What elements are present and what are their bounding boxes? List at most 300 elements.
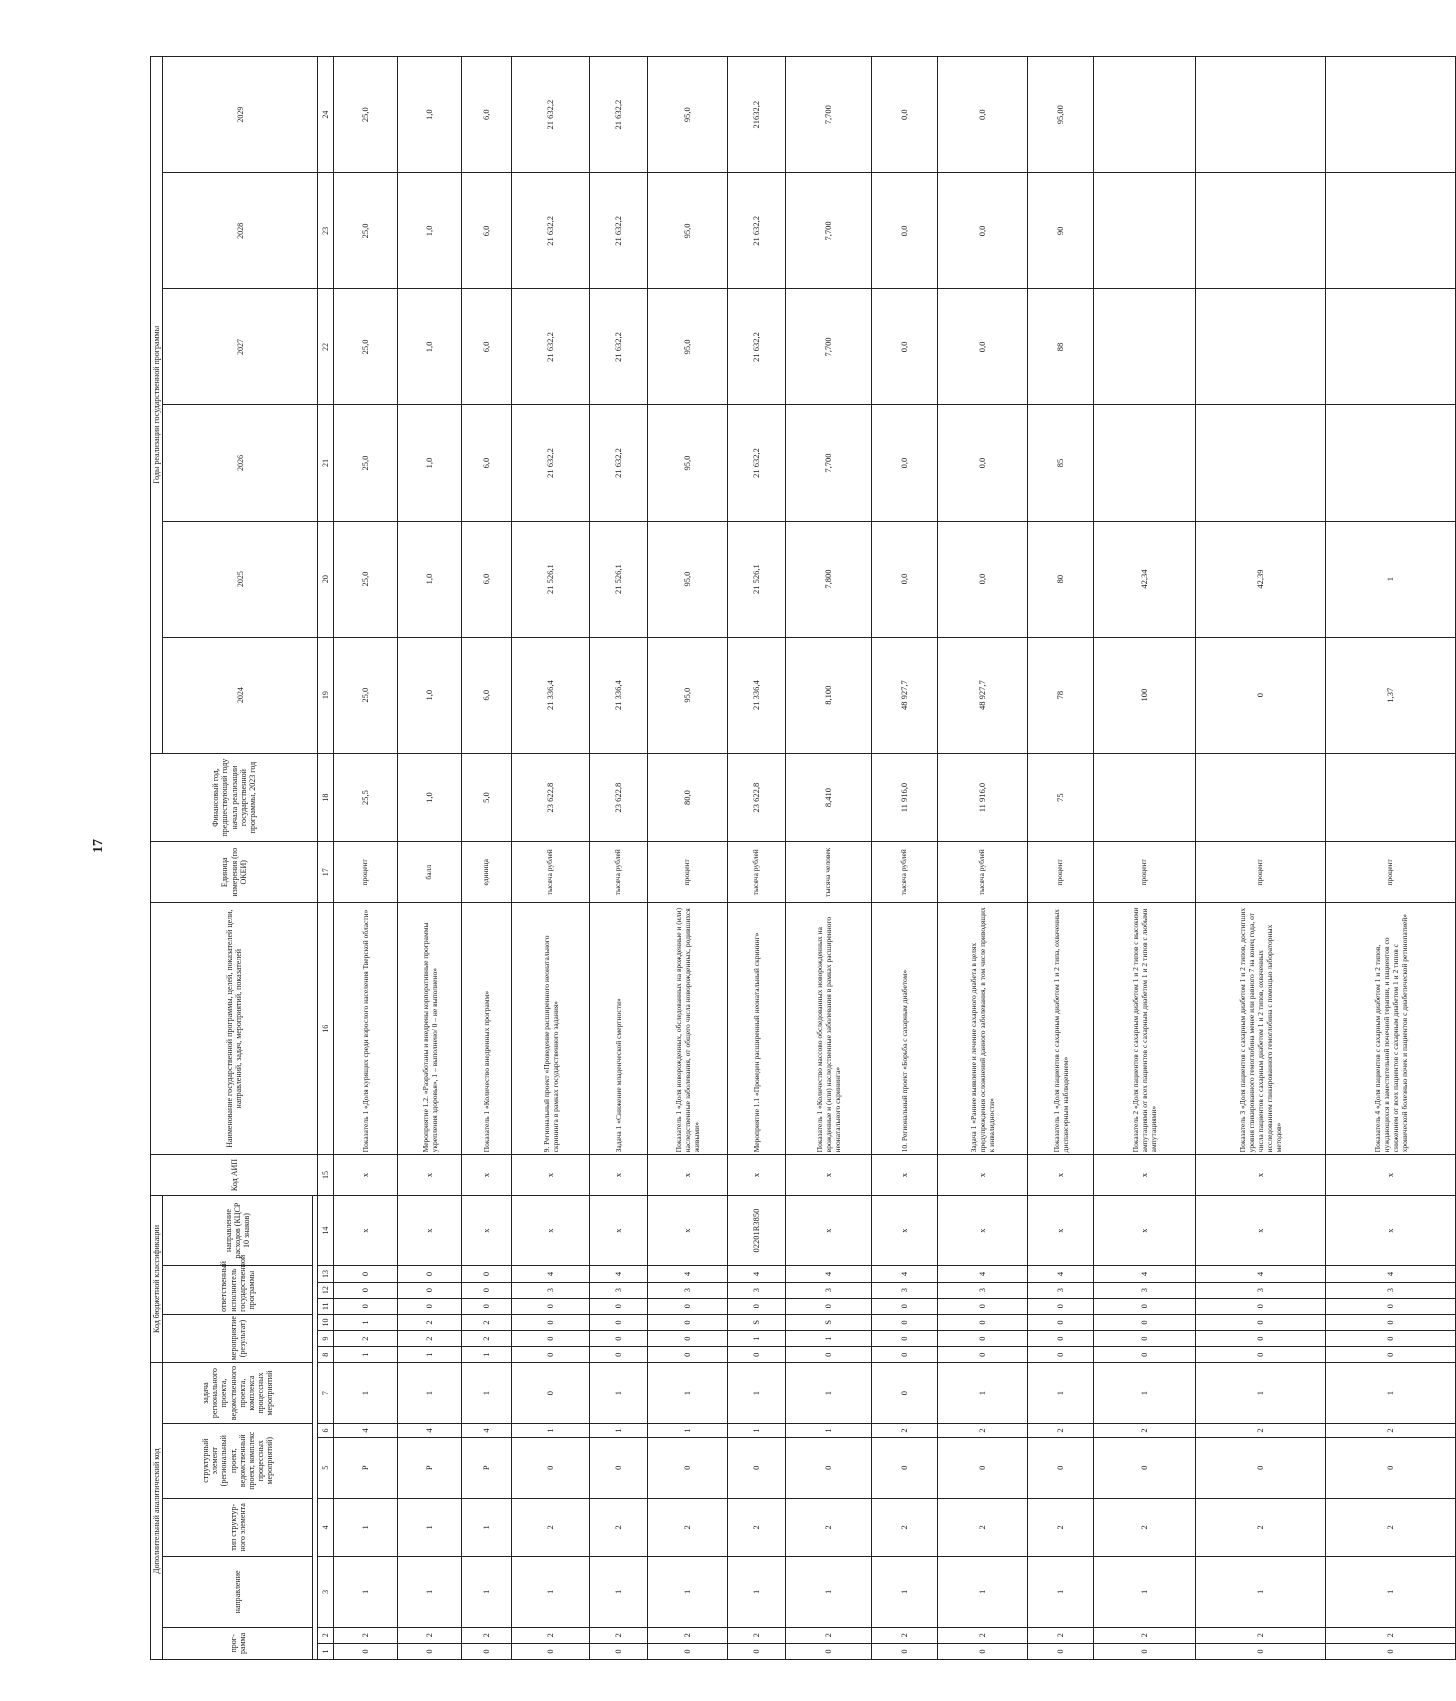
table-row <box>872 57 938 1660</box>
code-cell: 0 <box>398 1266 462 1282</box>
code-cell: 1 <box>462 1498 512 1557</box>
code-cell: 0 <box>648 1643 728 1659</box>
header-meropriyatie: мероприятие (результат) <box>163 1314 313 1362</box>
unit-cell: процент <box>1094 842 1196 903</box>
code-cell: 0 <box>334 1643 398 1659</box>
year-value: 6,0 <box>462 521 512 637</box>
code-cell: 2 <box>1196 1627 1326 1643</box>
code-cell: 0 <box>1326 1314 1456 1330</box>
code-cell: 0 <box>1326 1298 1456 1314</box>
header-tip: тип структур-ного элемента <box>163 1498 313 1557</box>
row-name: Показатель 2 «Доля пациентов с сахарным диабетом 1 и 2 типов с высокими ампутациями от всех пациентов с сахарным диабетом 1 и 2 типов с любыми ампутациями» <box>1094 903 1196 1155</box>
header-year-2025: 2025 <box>163 521 318 637</box>
base-year-value: 23 622,8 <box>512 753 590 842</box>
year-value: 21 632,2 <box>512 289 590 405</box>
code-cell: 0 <box>728 1438 786 1499</box>
code-cell: 4 <box>512 1266 590 1282</box>
year-value: 21 632,2 <box>590 57 648 173</box>
header-napr-rashodov: направление расходов (КЦСР 10 знаков) <box>163 1195 313 1266</box>
year-value: 78 <box>1028 637 1094 753</box>
year-value: 25,0 <box>334 173 398 289</box>
year-value <box>1094 289 1196 405</box>
code-cell: Р <box>462 1438 512 1499</box>
code-cell: 1 <box>512 1557 590 1628</box>
header-zadacha: задача регионального проекта, ведомственного проекта, комплекса процессных мероприятий <box>163 1363 313 1424</box>
year-value: 48 927,7 <box>872 637 938 753</box>
code-cell: 0 <box>872 1298 938 1314</box>
year-value: 8,100 <box>786 637 872 753</box>
code-cell: 2 <box>1028 1498 1094 1557</box>
code-cell: 0 <box>462 1643 512 1659</box>
column-number: 6 <box>318 1423 334 1437</box>
code-cell: 1 <box>1326 1363 1456 1424</box>
column-number: 18 <box>318 753 334 842</box>
code-cell: 2 <box>1094 1423 1196 1437</box>
code-cell: 2 <box>398 1331 462 1347</box>
code-cell: 4 <box>398 1423 462 1437</box>
year-value: 1,0 <box>398 405 462 521</box>
year-value: 25,0 <box>334 521 398 637</box>
unit-cell: тысяча рублей <box>512 842 590 903</box>
code-cell: 2 <box>872 1627 938 1643</box>
aip-cell: x <box>786 1155 872 1195</box>
code-cell: 1 <box>786 1363 872 1424</box>
code-cell: 0 <box>1196 1643 1326 1659</box>
code-cell: 0 <box>786 1298 872 1314</box>
year-value: 21 526,1 <box>590 521 648 637</box>
code-cell: 1 <box>334 1363 398 1424</box>
header-year-2026: 2026 <box>163 405 318 521</box>
year-value: 0,0 <box>938 289 1028 405</box>
code-cell: 0 <box>398 1643 462 1659</box>
column-numbers-row <box>318 57 334 1660</box>
code-cell: 2 <box>590 1627 648 1643</box>
unit-cell: тысяча человек <box>786 842 872 903</box>
year-value <box>1326 405 1456 521</box>
code-cell: 1 <box>1094 1557 1196 1628</box>
code-cell: 1 <box>1094 1363 1196 1424</box>
year-value: 0,0 <box>872 521 938 637</box>
code-cell: 0 <box>786 1438 872 1499</box>
code-cell: 1 <box>512 1423 590 1437</box>
unit-cell: тысяча рублей <box>938 842 1028 903</box>
year-value: 1,0 <box>398 521 462 637</box>
code-cell: 4 <box>1028 1266 1094 1282</box>
year-value: 90 <box>1028 173 1094 289</box>
year-value: 1,0 <box>398 57 462 173</box>
year-value: 88 <box>1028 289 1094 405</box>
column-number: 22 <box>318 289 334 405</box>
header-year-2028: 2028 <box>163 173 318 289</box>
aip-cell: x <box>1028 1155 1094 1195</box>
code-cell: 0 <box>1094 1643 1196 1659</box>
column-number: 12 <box>318 1282 334 1298</box>
code-cell: 0 <box>462 1266 512 1282</box>
code-cell: 4 <box>938 1266 1028 1282</box>
year-value: 7,700 <box>786 173 872 289</box>
aip-cell: x <box>1094 1155 1196 1195</box>
rotated-table-wrapper <box>150 55 1409 1660</box>
year-value <box>1196 173 1326 289</box>
code-cell: 0 <box>334 1298 398 1314</box>
table-row <box>1326 57 1456 1660</box>
kcsr-cell: x <box>648 1195 728 1266</box>
year-value: 21 632,2 <box>728 405 786 521</box>
year-value: 95,0 <box>648 637 728 753</box>
code-cell: 0 <box>398 1282 462 1298</box>
code-cell: 0 <box>648 1314 728 1330</box>
code-cell: 0 <box>872 1347 938 1363</box>
kcsr-cell: x <box>334 1195 398 1266</box>
column-number: 7 <box>318 1363 334 1424</box>
code-cell: 0 <box>938 1331 1028 1347</box>
year-value: 0,0 <box>872 405 938 521</box>
header-budget-code: Код бюджетной классификации <box>151 1195 163 1363</box>
year-value: 0,0 <box>872 289 938 405</box>
code-cell: 0 <box>512 1314 590 1330</box>
code-cell: 0 <box>1028 1347 1094 1363</box>
table-row <box>334 57 398 1660</box>
row-name: Показатель 4 «Доля пациентов с сахарным диабетом 1 и 2 типов, нуждающихся в заместительной почечной терапии, и пациентов со снижением от всех пациентов с сахарным диабетом 1 и 2 типов с хронической болезнью почек и пациентов с диабетической ретинопатией» <box>1326 903 1456 1155</box>
code-cell: 2 <box>590 1498 648 1557</box>
row-name: Мероприятие 1.2. «Разработаны и внедрены корпоративные программы укрепления здоровья», 1 – выполнено/ 0 – не выполнено» <box>398 903 462 1155</box>
code-cell: 1 <box>1028 1557 1094 1628</box>
code-cell: 1 <box>728 1331 786 1347</box>
code-cell: 1 <box>462 1347 512 1363</box>
code-cell: 0 <box>462 1298 512 1314</box>
code-cell: 1 <box>590 1423 648 1437</box>
code-cell: 1 <box>728 1557 786 1628</box>
aip-cell: x <box>398 1155 462 1195</box>
year-value: 95,0 <box>648 405 728 521</box>
base-year-value: 75 <box>1028 753 1094 842</box>
year-value: 6,0 <box>462 173 512 289</box>
code-cell: 1 <box>728 1363 786 1424</box>
code-cell: 0 <box>938 1438 1028 1499</box>
year-value: 95,0 <box>648 521 728 637</box>
code-cell: 4 <box>1196 1266 1326 1282</box>
code-cell: 0 <box>1326 1331 1456 1347</box>
code-cell: 0 <box>1094 1347 1196 1363</box>
year-value: 48 927,7 <box>938 637 1028 753</box>
kcsr-cell: x <box>590 1195 648 1266</box>
column-number: 14 <box>318 1195 334 1266</box>
year-value: 0,0 <box>938 521 1028 637</box>
code-cell: 4 <box>648 1266 728 1282</box>
code-cell: 1 <box>462 1363 512 1424</box>
code-cell: 4 <box>590 1266 648 1282</box>
code-cell: 2 <box>1196 1498 1326 1557</box>
code-cell: 0 <box>1326 1643 1456 1659</box>
year-value: 6,0 <box>462 405 512 521</box>
code-cell: 0 <box>1326 1438 1456 1499</box>
year-value: 21 632,2 <box>728 289 786 405</box>
year-value: 0,0 <box>938 405 1028 521</box>
row-name: Показатель 1 «Количество массово обследованных новорожденных на врожденные и (или) наследственные заболевания в рамках расширенного неонатального скрининга» <box>786 903 872 1155</box>
code-cell: 0 <box>648 1347 728 1363</box>
kcsr-cell: x <box>1094 1195 1196 1266</box>
code-cell: 2 <box>512 1627 590 1643</box>
column-number: 24 <box>318 57 334 173</box>
row-name: Показатель 1 «Доля новорожденных, обследованных на врожденные и (или) наследственные заболевания, от общего числа новорожденных, родившихся живыми» <box>648 903 728 1155</box>
header-aip-code: Код АИП <box>151 1155 318 1195</box>
kcsr-cell: x <box>872 1195 938 1266</box>
code-cell: 1 <box>462 1557 512 1628</box>
code-cell: 0 <box>1028 1438 1094 1499</box>
code-cell: 0 <box>872 1363 938 1424</box>
code-cell: 0 <box>872 1438 938 1499</box>
row-name: Задача 1 «Снижение младенческой смертности» <box>590 903 648 1155</box>
code-cell: 4 <box>786 1266 872 1282</box>
code-cell: 1 <box>334 1347 398 1363</box>
year-value: 1 <box>1326 521 1456 637</box>
code-cell: 0 <box>1094 1314 1196 1330</box>
code-cell: 0 <box>1196 1331 1326 1347</box>
year-value: 0,0 <box>938 173 1028 289</box>
code-cell: 2 <box>786 1627 872 1643</box>
year-value: 21 336,4 <box>728 637 786 753</box>
year-value: 7,700 <box>786 405 872 521</box>
code-cell: 0 <box>398 1298 462 1314</box>
code-cell: 1 <box>1196 1557 1326 1628</box>
aip-cell: x <box>648 1155 728 1195</box>
year-value: 25,0 <box>334 405 398 521</box>
table-row <box>1028 57 1094 1660</box>
code-cell: 2 <box>334 1627 398 1643</box>
year-value: 42,34 <box>1094 521 1196 637</box>
code-cell: 1 <box>1028 1363 1094 1424</box>
row-name: Показатель 1 «Доля пациентов с сахарным диабетом 1 и 2 типа, охваченных диспансерным наблюдением» <box>1028 903 1094 1155</box>
kcsr-cell: x <box>398 1195 462 1266</box>
code-cell: 2 <box>648 1498 728 1557</box>
unit-cell: процент <box>334 842 398 903</box>
code-cell: 3 <box>786 1282 872 1298</box>
column-number: 19 <box>318 637 334 753</box>
year-value: 21 632,2 <box>590 405 648 521</box>
header-year-2027: 2027 <box>163 289 318 405</box>
code-cell: 2 <box>786 1498 872 1557</box>
code-cell: 3 <box>512 1282 590 1298</box>
year-value: 21 632,2 <box>590 289 648 405</box>
code-cell: 1 <box>938 1557 1028 1628</box>
code-cell: 0 <box>512 1643 590 1659</box>
year-value: 0,0 <box>938 57 1028 173</box>
row-name: Мероприятие 1.1 «Проведен расширенный неонатальный скрининг» <box>728 903 786 1155</box>
year-value <box>1094 57 1196 173</box>
column-number: 4 <box>318 1498 334 1557</box>
code-cell: 3 <box>872 1282 938 1298</box>
year-value: 21 336,4 <box>590 637 648 753</box>
code-cell: 1 <box>334 1557 398 1628</box>
year-value: 0 <box>1196 637 1326 753</box>
column-number: 20 <box>318 521 334 637</box>
base-year-value: 8,410 <box>786 753 872 842</box>
code-cell: 0 <box>1028 1314 1094 1330</box>
code-cell: 3 <box>590 1282 648 1298</box>
column-number: 1 <box>318 1643 334 1659</box>
unit-cell: тысяча рублей <box>728 842 786 903</box>
column-number: 2 <box>318 1627 334 1643</box>
table-row <box>938 57 1028 1660</box>
row-name: Задача 1 «Раннее выявление и лечение сахарного диабета в целях предупреждения осложнений данного заболевания, в том числе приводящих к инвалидности» <box>938 903 1028 1155</box>
code-cell: 2 <box>462 1627 512 1643</box>
code-cell: 0 <box>938 1298 1028 1314</box>
unit-cell: процент <box>1326 842 1456 903</box>
code-cell: 2 <box>872 1423 938 1437</box>
year-value: 100 <box>1094 637 1196 753</box>
code-cell: 1 <box>938 1363 1028 1424</box>
column-number: 21 <box>318 405 334 521</box>
page-number: 17 <box>91 839 106 853</box>
code-cell: 3 <box>1326 1282 1456 1298</box>
code-cell: 1 <box>786 1423 872 1437</box>
table-row <box>512 57 590 1660</box>
row-name: Показатель 1 «Количество внедренных программ» <box>462 903 512 1155</box>
code-cell: 3 <box>938 1282 1028 1298</box>
table-row <box>398 57 462 1660</box>
code-cell: 0 <box>590 1314 648 1330</box>
code-cell: 2 <box>462 1314 512 1330</box>
code-cell: 2 <box>1326 1423 1456 1437</box>
code-cell: 0 <box>590 1347 648 1363</box>
year-value <box>1196 405 1326 521</box>
year-value: 80 <box>1028 521 1094 637</box>
aip-cell: x <box>334 1155 398 1195</box>
code-cell: 3 <box>1196 1282 1326 1298</box>
code-cell: 0 <box>786 1347 872 1363</box>
code-cell: 2 <box>512 1498 590 1557</box>
header-struct-element: структурный элемент (региональный проект, ведомственный проект, комплекс процессных мероприятий) <box>163 1423 313 1498</box>
column-number: 17 <box>318 842 334 903</box>
year-value: 21 632,2 <box>512 173 590 289</box>
code-cell: 0 <box>938 1314 1028 1330</box>
code-cell: 0 <box>590 1298 648 1314</box>
code-cell: 1 <box>398 1498 462 1557</box>
year-value: 1,0 <box>398 289 462 405</box>
year-value: 21 632,2 <box>512 57 590 173</box>
code-cell: 1 <box>1326 1557 1456 1628</box>
code-cell: 3 <box>728 1282 786 1298</box>
year-value: 0,0 <box>872 173 938 289</box>
code-cell: 1 <box>590 1363 648 1424</box>
header-name: Наименование государственной программы, целей, показателей цели, направлений, задач, мероприятий, показателей <box>151 903 318 1155</box>
code-cell: 0 <box>648 1298 728 1314</box>
code-cell: 2 <box>334 1331 398 1347</box>
code-cell: 1 <box>786 1557 872 1628</box>
code-cell: S <box>728 1314 786 1330</box>
rotated-table-area <box>150 56 1409 1660</box>
code-cell: 0 <box>648 1438 728 1499</box>
code-cell: 0 <box>334 1282 398 1298</box>
code-cell: 0 <box>938 1347 1028 1363</box>
code-cell: 1 <box>334 1314 398 1330</box>
year-value: 85 <box>1028 405 1094 521</box>
row-name: Показатель 1 «Доля курящих среди взрослого населения Тверской области» <box>334 903 398 1155</box>
column-number: 15 <box>318 1155 334 1195</box>
code-cell: Р <box>398 1438 462 1499</box>
row-name: 9. Региональный проект «Проведение расширенного неонатального скрининга в рамках государственного задания» <box>512 903 590 1155</box>
year-value: 0,0 <box>872 57 938 173</box>
unit-cell: тысяча рублей <box>590 842 648 903</box>
base-year-value: 80,0 <box>648 753 728 842</box>
unit-cell: единица <box>462 842 512 903</box>
column-number: 8 <box>318 1347 334 1363</box>
unit-cell: процент <box>1028 842 1094 903</box>
year-value: 21 526,1 <box>728 521 786 637</box>
code-cell: 4 <box>1326 1266 1456 1282</box>
code-cell: 2 <box>462 1331 512 1347</box>
aip-cell: x <box>590 1155 648 1195</box>
code-cell: 3 <box>1094 1282 1196 1298</box>
column-number: 11 <box>318 1298 334 1314</box>
code-cell: 3 <box>648 1282 728 1298</box>
code-cell: 2 <box>648 1627 728 1643</box>
table-row <box>1094 57 1196 1660</box>
code-cell: 0 <box>1094 1438 1196 1499</box>
header-year-2029: 2029 <box>163 57 318 173</box>
year-value: 1,37 <box>1326 637 1456 753</box>
code-cell: 0 <box>1028 1331 1094 1347</box>
code-cell: Р <box>334 1438 398 1499</box>
year-value: 6,0 <box>462 289 512 405</box>
row-name: Показатель 3 «Доля пациентов с сахарным диабетом 1 и 2 типов, достигших уровня гликированного гемоглобина менее или равного 7 на конец года, от числа пациентов с сахарным диабетом 1 и 2 типов, охваченных исследованием гликированного гемоглобина с помощью лабораторных методов» <box>1196 903 1326 1155</box>
table-row <box>590 57 648 1660</box>
kcsr-cell: x <box>1196 1195 1326 1266</box>
kcsr-cell: x <box>512 1195 590 1266</box>
table-row <box>728 57 786 1660</box>
column-number: 16 <box>318 903 334 1155</box>
header-dop-code: Дополнительный аналитический код <box>151 1363 163 1660</box>
code-cell: 0 <box>1196 1314 1326 1330</box>
year-value <box>1094 173 1196 289</box>
year-value: 25,0 <box>334 57 398 173</box>
base-year-value <box>1196 753 1326 842</box>
code-cell: 0 <box>1196 1347 1326 1363</box>
code-cell: 2 <box>1326 1627 1456 1643</box>
code-cell: 1 <box>648 1363 728 1424</box>
code-cell: 0 <box>938 1643 1028 1659</box>
code-cell: 0 <box>512 1438 590 1499</box>
code-cell: 1 <box>728 1423 786 1437</box>
kcsr-cell: x <box>462 1195 512 1266</box>
kcsr-cell: x <box>1326 1195 1456 1266</box>
code-cell: 0 <box>728 1643 786 1659</box>
code-cell: 2 <box>1094 1498 1196 1557</box>
base-year-value: 1,0 <box>398 753 462 842</box>
header-fin-year: Финансовый год, предшествующий году начала реализации государственной программы, 2023 год <box>151 753 318 842</box>
code-cell: 4 <box>728 1266 786 1282</box>
code-cell: 0 <box>728 1347 786 1363</box>
kcsr-cell: x <box>1028 1195 1094 1266</box>
code-cell: 4 <box>462 1423 512 1437</box>
year-value: 21 632,2 <box>728 173 786 289</box>
kcsr-cell: x <box>786 1195 872 1266</box>
year-value: 42,39 <box>1196 521 1326 637</box>
year-value <box>1196 57 1326 173</box>
aip-cell: x <box>938 1155 1028 1195</box>
year-value: 21632,2 <box>728 57 786 173</box>
code-cell: 0 <box>512 1363 590 1424</box>
code-cell: 1 <box>398 1363 462 1424</box>
year-value: 25,0 <box>334 289 398 405</box>
code-cell: 1 <box>398 1347 462 1363</box>
code-cell: 0 <box>872 1643 938 1659</box>
aip-cell: x <box>872 1155 938 1195</box>
code-cell: 0 <box>512 1331 590 1347</box>
table-row <box>786 57 872 1660</box>
column-number: 9 <box>318 1331 334 1347</box>
code-cell: 4 <box>872 1266 938 1282</box>
